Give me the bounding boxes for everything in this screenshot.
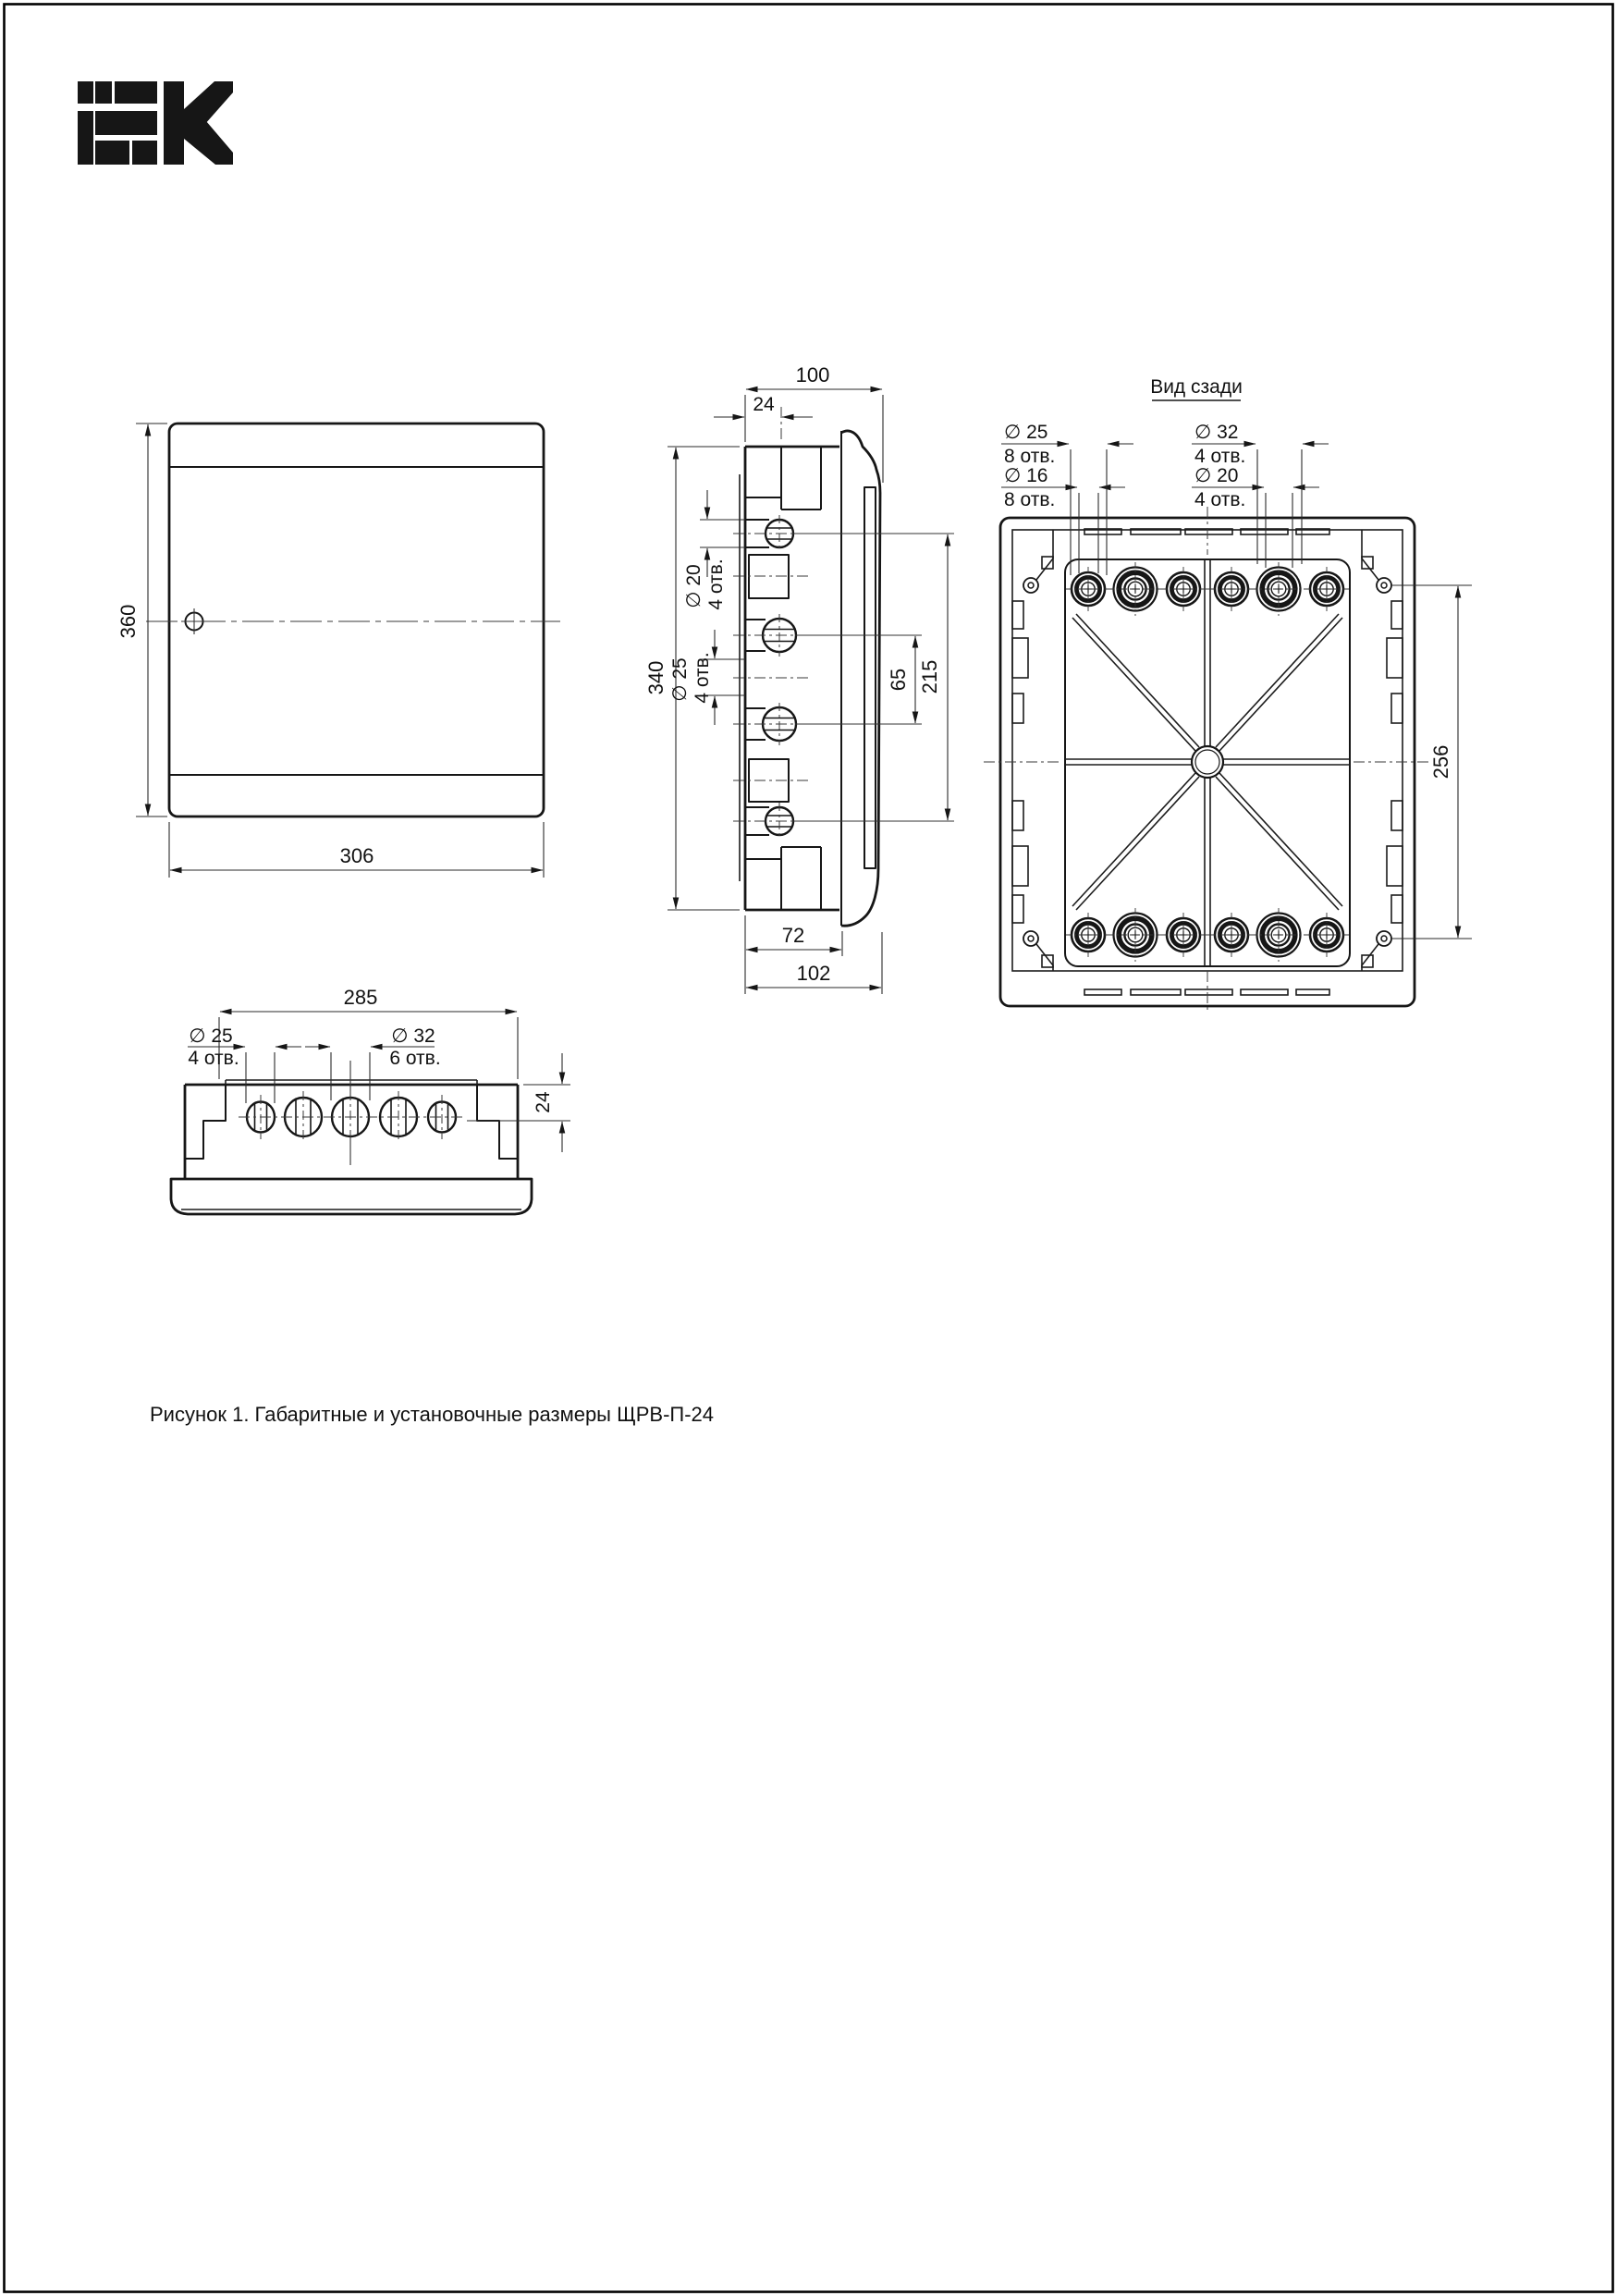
dim-side-cap-depth: 24: [753, 394, 775, 415]
dim-side-body-depth: 72: [781, 924, 805, 947]
label-back-d25-count: 8 отв.: [1004, 446, 1056, 467]
label-back-d20: ∅ 20: [1194, 465, 1239, 486]
page-border: [5, 5, 1613, 2292]
iek-logo: [78, 81, 233, 165]
label-side-d25: ∅ 25: [669, 657, 691, 702]
label-side-d20-count: 4 отв.: [705, 559, 727, 610]
label-back-d16: ∅ 16: [1004, 465, 1048, 486]
dim-bottom-depth: 24: [533, 1091, 554, 1113]
mount-screw: [1377, 578, 1391, 593]
dim-side-pitch-outer: 215: [918, 659, 941, 694]
dim-bottom-width: 285: [343, 986, 378, 1009]
label-back-d32: ∅ 32: [1194, 422, 1239, 443]
mount-screw: [1023, 931, 1038, 946]
label-back-d25: ∅ 25: [1004, 422, 1048, 443]
mount-screw: [1377, 931, 1391, 946]
label-back-d20-count: 4 отв.: [1194, 489, 1246, 510]
back-view-title: Вид сзади: [1150, 376, 1243, 398]
side-view: [644, 363, 954, 994]
label-bottom-d32-count: 6 отв.: [389, 1048, 441, 1069]
dim-back-mount-pitch: 256: [1429, 744, 1452, 780]
dim-side-total-depth: 100: [795, 363, 830, 387]
center-hole: [1192, 746, 1223, 778]
label-bottom-d25: ∅ 25: [189, 1025, 233, 1047]
front-view: [116, 424, 560, 878]
dim-side-height: 340: [644, 660, 668, 695]
dim-side-full-depth: 102: [796, 962, 831, 985]
label-side-d25-count: 4 отв.: [692, 652, 713, 704]
dim-side-pitch-inner: 65: [887, 668, 910, 692]
label-side-d20: ∅ 20: [683, 564, 704, 608]
label-bottom-d32: ∅ 32: [391, 1025, 435, 1047]
door-profile: [841, 431, 880, 926]
dim-front-width: 306: [339, 844, 374, 867]
dim-front-height: 360: [116, 604, 140, 639]
mount-screw: [1023, 578, 1038, 593]
label-back-d32-count: 4 отв.: [1194, 446, 1246, 467]
label-back-d16-count: 8 отв.: [1004, 489, 1056, 510]
label-bottom-d25-count: 4 отв.: [188, 1048, 239, 1069]
bottom-view: [171, 986, 570, 1214]
figure-caption: Рисунок 1. Габаритные и установочные размеры ЩРВ-П-24: [150, 1403, 715, 1426]
back-view: [984, 376, 1472, 1013]
